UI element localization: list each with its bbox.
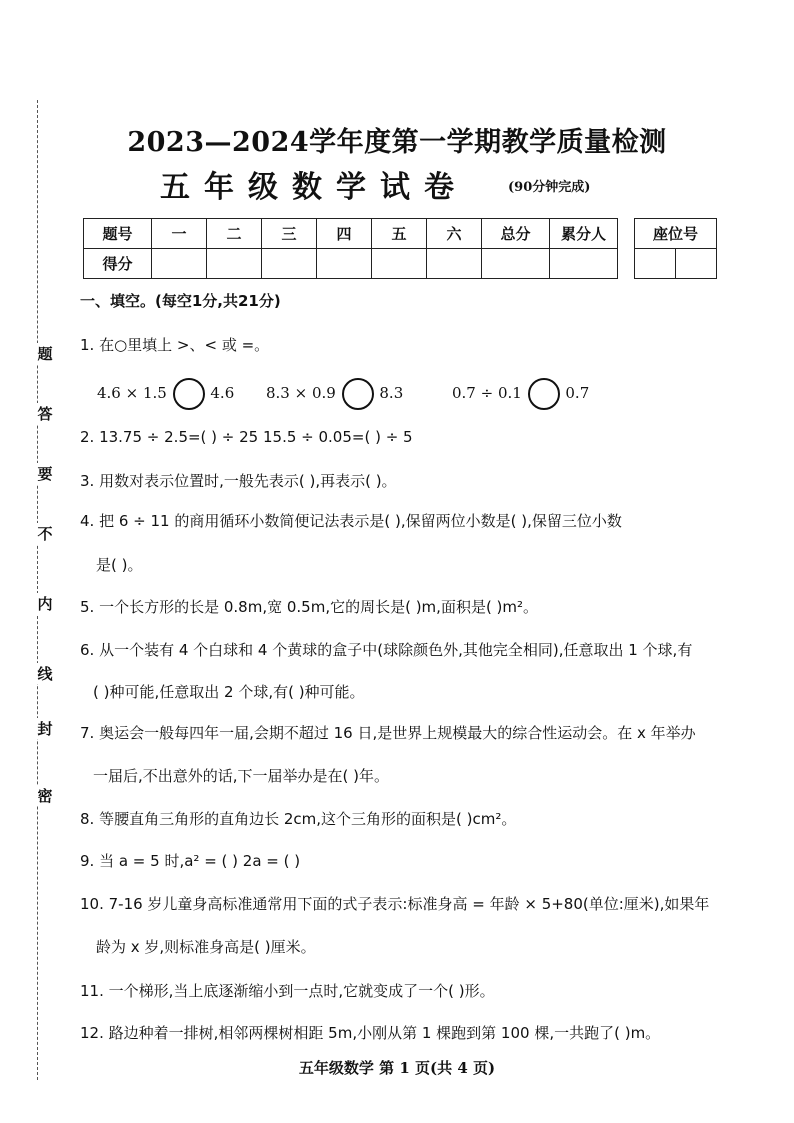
score-header-cell: 二	[207, 219, 262, 249]
question-3: 3. 用数对表示位置时,一般先表示( ),再表示( )。	[80, 472, 397, 490]
question-1: 1. 在○里填上 >、< 或 =。	[80, 336, 270, 354]
seat-cell[interactable]	[676, 249, 717, 279]
exam-title: 2023—2024学年度第一学期教学质量检测	[127, 127, 667, 158]
compare-right: 4.6	[210, 384, 235, 402]
exam-subtitle: 五年级数学试卷	[160, 170, 468, 205]
score-header-cell: 五	[372, 219, 427, 249]
question-4-line-2: 是( )。	[96, 556, 143, 574]
score-cell[interactable]	[482, 249, 550, 279]
score-cell[interactable]	[372, 249, 427, 279]
question-5: 5. 一个长方形的长是 0.8m,宽 0.5m,它的周长是( )m,面积是( )m²。	[80, 598, 539, 616]
score-table	[83, 218, 618, 279]
score-header-cell: 三	[262, 219, 317, 249]
score-header-cell: 累分人	[550, 219, 618, 249]
answer-circle[interactable]	[528, 378, 560, 410]
question-6-line-1: 6. 从一个装有 4 个白球和 4 个黄球的盒子中(球除颜色外,其他完全相同),任意取出 1 个球,有	[80, 641, 693, 659]
question-9: 9. 当 a = 5 时,a² = ( ) 2a = ( )	[80, 852, 301, 870]
seal-char: 要	[37, 465, 53, 483]
time-note: (90分钟完成)	[508, 180, 591, 195]
section-heading: 一、填空。(每空1分,共21分)	[80, 292, 281, 310]
score-cell[interactable]	[262, 249, 317, 279]
compare-item-1	[97, 378, 234, 410]
seat-table	[634, 218, 717, 279]
question-10-line-2: 龄为 x 岁,则标准身高是( )厘米。	[96, 938, 316, 956]
question-7-line-2: 一届后,不出意外的话,下一届举办是在( )年。	[93, 767, 390, 785]
score-header-cell: 题号	[84, 219, 152, 249]
seal-char: 答	[37, 405, 53, 423]
score-row-label: 得分	[84, 249, 152, 279]
compare-item-2	[266, 378, 403, 410]
score-header-cell: 一	[152, 219, 207, 249]
question-12: 12. 路边种着一排树,相邻两棵树相距 5m,小刚从第 1 棵跑到第 100 棵,一共跑了( )m。	[80, 1024, 661, 1042]
score-cell[interactable]	[427, 249, 482, 279]
score-cell[interactable]	[152, 249, 207, 279]
seat-cell[interactable]	[635, 249, 676, 279]
score-cell[interactable]	[207, 249, 262, 279]
seal-dashed-line	[37, 100, 38, 1080]
question-6-line-2: ( )种可能,任意取出 2 个球,有( )种可能。	[93, 683, 365, 701]
question-11: 11. 一个梯形,当上底逐渐缩小到一点时,它就变成了一个( )形。	[80, 982, 495, 1000]
score-header-row	[84, 219, 618, 249]
score-cell[interactable]	[317, 249, 372, 279]
question-4-line-1: 4. 把 6 ÷ 11 的商用循环小数简便记法表示是( ),保留两位小数是( ),保留三位小数	[80, 512, 622, 530]
question-10-line-1: 10. 7-16 岁儿童身高标准通常用下面的式子表示:标准身高 = 年龄 × 5+80(单位:厘米),如果年	[80, 895, 710, 913]
seal-char: 线	[37, 665, 53, 683]
compare-left: 4.6 × 1.5	[97, 384, 167, 402]
score-cell[interactable]	[550, 249, 618, 279]
answer-circle[interactable]	[173, 378, 205, 410]
compare-left: 8.3 × 0.9	[266, 384, 336, 402]
seal-char: 不	[37, 525, 53, 543]
seal-char: 内	[37, 595, 53, 613]
compare-item-3	[452, 378, 589, 410]
seat-label: 座位号	[635, 219, 717, 249]
score-row	[84, 249, 618, 279]
question-2: 2. 13.75 ÷ 2.5=( ) ÷ 25 15.5 ÷ 0.05=( ) ÷ 5	[80, 428, 413, 446]
answer-circle[interactable]	[342, 378, 374, 410]
seal-char: 题	[37, 345, 53, 363]
compare-right: 0.7	[565, 384, 590, 402]
score-header-cell: 总分	[482, 219, 550, 249]
compare-right: 8.3	[379, 384, 404, 402]
score-header-cell: 四	[317, 219, 372, 249]
question-7-line-1: 7. 奥运会一般每四年一届,会期不超过 16 日,是世界上规模最大的综合性运动会。在 x 年举办	[80, 724, 696, 742]
seal-char: 密	[37, 787, 53, 805]
seal-char: 封	[37, 720, 53, 738]
compare-left: 0.7 ÷ 0.1	[452, 384, 522, 402]
page-footer: 五年级数学 第 1 页(共 4 页)	[298, 1059, 496, 1077]
question-8: 8. 等腰直角三角形的直角边长 2cm,这个三角形的面积是( )cm²。	[80, 810, 517, 828]
score-header-cell: 六	[427, 219, 482, 249]
